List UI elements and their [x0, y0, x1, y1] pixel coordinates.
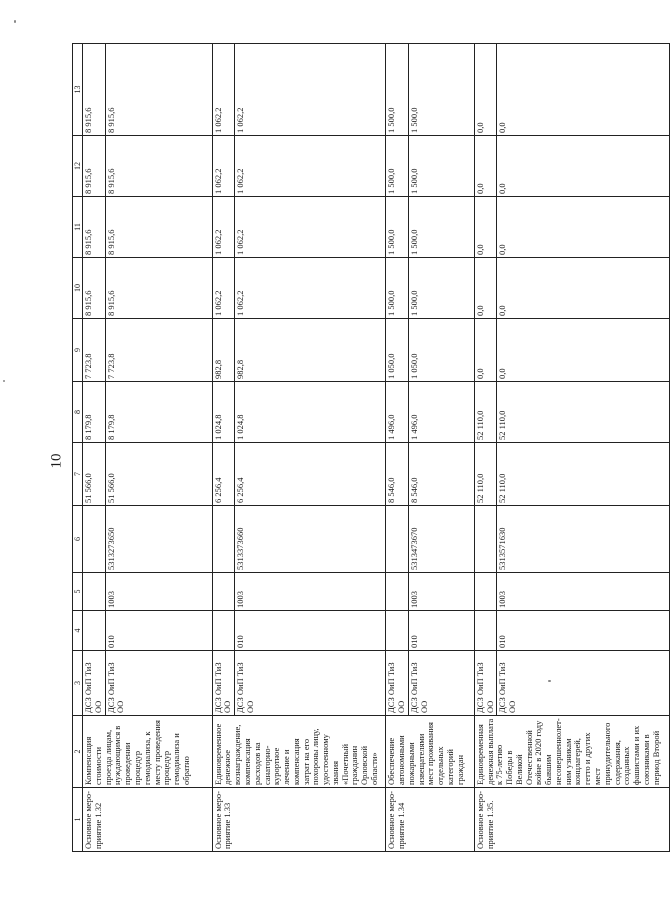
- code-cell: 5313473670: [408, 506, 474, 573]
- description-cell: Единовременное денежное вознаграждение, компенсация расходов на санаторно-курортное лечение и компенсация затрат на его похороны лицу, удостоенному звания «Почетный гражданин Орловской области»: [212, 716, 386, 788]
- value-cell: 8 915,6: [83, 44, 106, 136]
- executor-cell: ДСЗ ОиП ТиЗ ОО: [408, 651, 474, 716]
- column-number: 12: [73, 136, 83, 197]
- event-cell: Основное меро-приятие 1.32: [83, 788, 213, 852]
- value-cell: 8 546,0: [408, 443, 474, 506]
- value-cell: 0,0: [474, 44, 497, 136]
- value-cell: 1 500,0: [408, 197, 474, 258]
- value-cell: 8 546,0: [386, 443, 409, 506]
- code-cell: 010: [408, 611, 474, 651]
- value-cell: 51 566,0: [105, 443, 212, 506]
- executor-cell: ДСЗ ОиП ТиЗ ОО: [105, 651, 212, 716]
- description-cell: Компенсация стоимости проезда лицам, нуждающимся в проведении процедур гемодиализа, к месту проведения процедур гемодиализа и обратно: [83, 716, 213, 788]
- value-cell: 1 500,0: [408, 44, 474, 136]
- value-cell: 1 500,0: [386, 258, 409, 319]
- column-number: 1: [73, 788, 83, 852]
- value-cell: 6 256,4: [235, 443, 386, 506]
- value-cell: 1 062,2: [235, 197, 386, 258]
- value-cell: 1 062,2: [235, 44, 386, 136]
- value-cell: 1 050,0: [408, 319, 474, 382]
- value-cell: 8 915,6: [105, 44, 212, 136]
- page-number: 10: [48, 453, 64, 469]
- event-cell: Основное меро-приятие 1.33: [212, 788, 386, 852]
- value-cell: 1 496,0: [386, 382, 409, 443]
- value-cell: 8 915,6: [83, 258, 106, 319]
- description-cell: Обеспечение автономными пожарными извещателями мест проживания отдельных категорий граждан: [386, 716, 475, 788]
- column-number: 10: [73, 258, 83, 319]
- value-cell: 8 179,8: [105, 382, 212, 443]
- value-cell: 7 723,8: [105, 319, 212, 382]
- value-cell: 52 110,0: [474, 443, 497, 506]
- column-number: 4: [73, 611, 83, 651]
- value-cell: 1 062,2: [235, 136, 386, 197]
- value-cell: 1 062,2: [212, 136, 235, 197]
- executor-main-cell: ДСЗ ОиП ТиЗ ОО: [386, 651, 409, 716]
- value-cell: 52 110,0: [497, 443, 670, 506]
- value-cell: 1 062,2: [235, 258, 386, 319]
- program-table: [72, 44, 661, 852]
- value-cell: 1 050,0: [386, 319, 409, 382]
- executor-main-cell: ДСЗ ОиП ТиЗ ОО: [212, 651, 235, 716]
- value-cell: 8 915,6: [105, 258, 212, 319]
- value-cell: 1 500,0: [386, 197, 409, 258]
- column-number: 3: [73, 651, 83, 716]
- value-cell: 1 500,0: [408, 136, 474, 197]
- value-cell: 0,0: [497, 136, 670, 197]
- value-cell: 52 110,0: [474, 382, 497, 443]
- code-cell: 1003: [497, 573, 670, 611]
- column-number: 7: [73, 443, 83, 506]
- value-cell: 1 500,0: [408, 258, 474, 319]
- value-cell: 8 915,6: [83, 197, 106, 258]
- column-number-row: [73, 44, 83, 852]
- value-cell: 1 024,8: [212, 382, 235, 443]
- column-number: 9: [73, 319, 83, 382]
- scan-speck: [548, 680, 551, 682]
- code-cell: 1003: [408, 573, 474, 611]
- code-cell: 5313373660: [235, 506, 386, 573]
- code-cell: 5313273650: [105, 506, 212, 573]
- value-cell: 1 062,2: [212, 258, 235, 319]
- value-cell: 8 915,6: [83, 136, 106, 197]
- table-row: [386, 44, 409, 852]
- value-cell: 1 500,0: [386, 136, 409, 197]
- code-cell: 010: [497, 611, 670, 651]
- executor-cell: ДСЗ ОиП ТиЗ ОО: [497, 651, 670, 716]
- value-cell: 982,8: [212, 319, 235, 382]
- scan-speck: [14, 20, 16, 23]
- description-cell: Единовременная денежная выплата к 75-летию Победы в Великой Отечественной войне в 2020 году бывшим несовершеннолет-ним узникам концлагерей, гетто и других мест принудительного содержания, созданных фашистами и их союзниками в период Второй: [474, 716, 670, 788]
- scan-speck: [3, 380, 5, 382]
- value-cell: 0,0: [497, 197, 670, 258]
- value-cell: 8 179,8: [83, 382, 106, 443]
- code-cell: 5313571630: [497, 506, 670, 573]
- value-cell: 0,0: [474, 197, 497, 258]
- table-row: [474, 44, 497, 852]
- executor-main-cell: ДСЗ ОиП ТиЗ ОО: [474, 651, 497, 716]
- executor-cell: ДСЗ ОиП ТиЗ ОО: [235, 651, 386, 716]
- value-cell: 1 500,0: [386, 44, 409, 136]
- value-cell: 0,0: [474, 319, 497, 382]
- value-cell: 0,0: [497, 319, 670, 382]
- value-cell: 8 915,6: [105, 136, 212, 197]
- column-number: 8: [73, 382, 83, 443]
- value-cell: 1 024,8: [235, 382, 386, 443]
- executor-main-cell: ДСЗ ОиП ТиЗ ОО: [83, 651, 106, 716]
- code-cell: 010: [105, 611, 212, 651]
- value-cell: 1 496,0: [408, 382, 474, 443]
- value-cell: 6 256,4: [212, 443, 235, 506]
- value-cell: 1 062,2: [212, 197, 235, 258]
- value-cell: 1 062,2: [212, 44, 235, 136]
- code-cell: 1003: [235, 573, 386, 611]
- code-cell: 010: [235, 611, 386, 651]
- value-cell: 7 723,8: [83, 319, 106, 382]
- event-cell: Основное меро-приятие 1.34: [386, 788, 475, 852]
- value-cell: 0,0: [497, 44, 670, 136]
- value-cell: 51 566,0: [83, 443, 106, 506]
- value-cell: 52 110,0: [497, 382, 670, 443]
- table-row: [83, 44, 106, 852]
- value-cell: 0,0: [474, 258, 497, 319]
- column-number: 2: [73, 716, 83, 788]
- table-row: [212, 44, 235, 852]
- event-cell: Основное меро-приятие 1.35.: [474, 788, 670, 852]
- value-cell: 982,8: [235, 319, 386, 382]
- code-cell: 1003: [105, 573, 212, 611]
- value-cell: 8 915,6: [105, 197, 212, 258]
- column-number: 6: [73, 506, 83, 573]
- column-number: 5: [73, 573, 83, 611]
- column-number: 13: [73, 44, 83, 136]
- value-cell: 0,0: [497, 258, 670, 319]
- value-cell: 0,0: [474, 136, 497, 197]
- column-number: 11: [73, 197, 83, 258]
